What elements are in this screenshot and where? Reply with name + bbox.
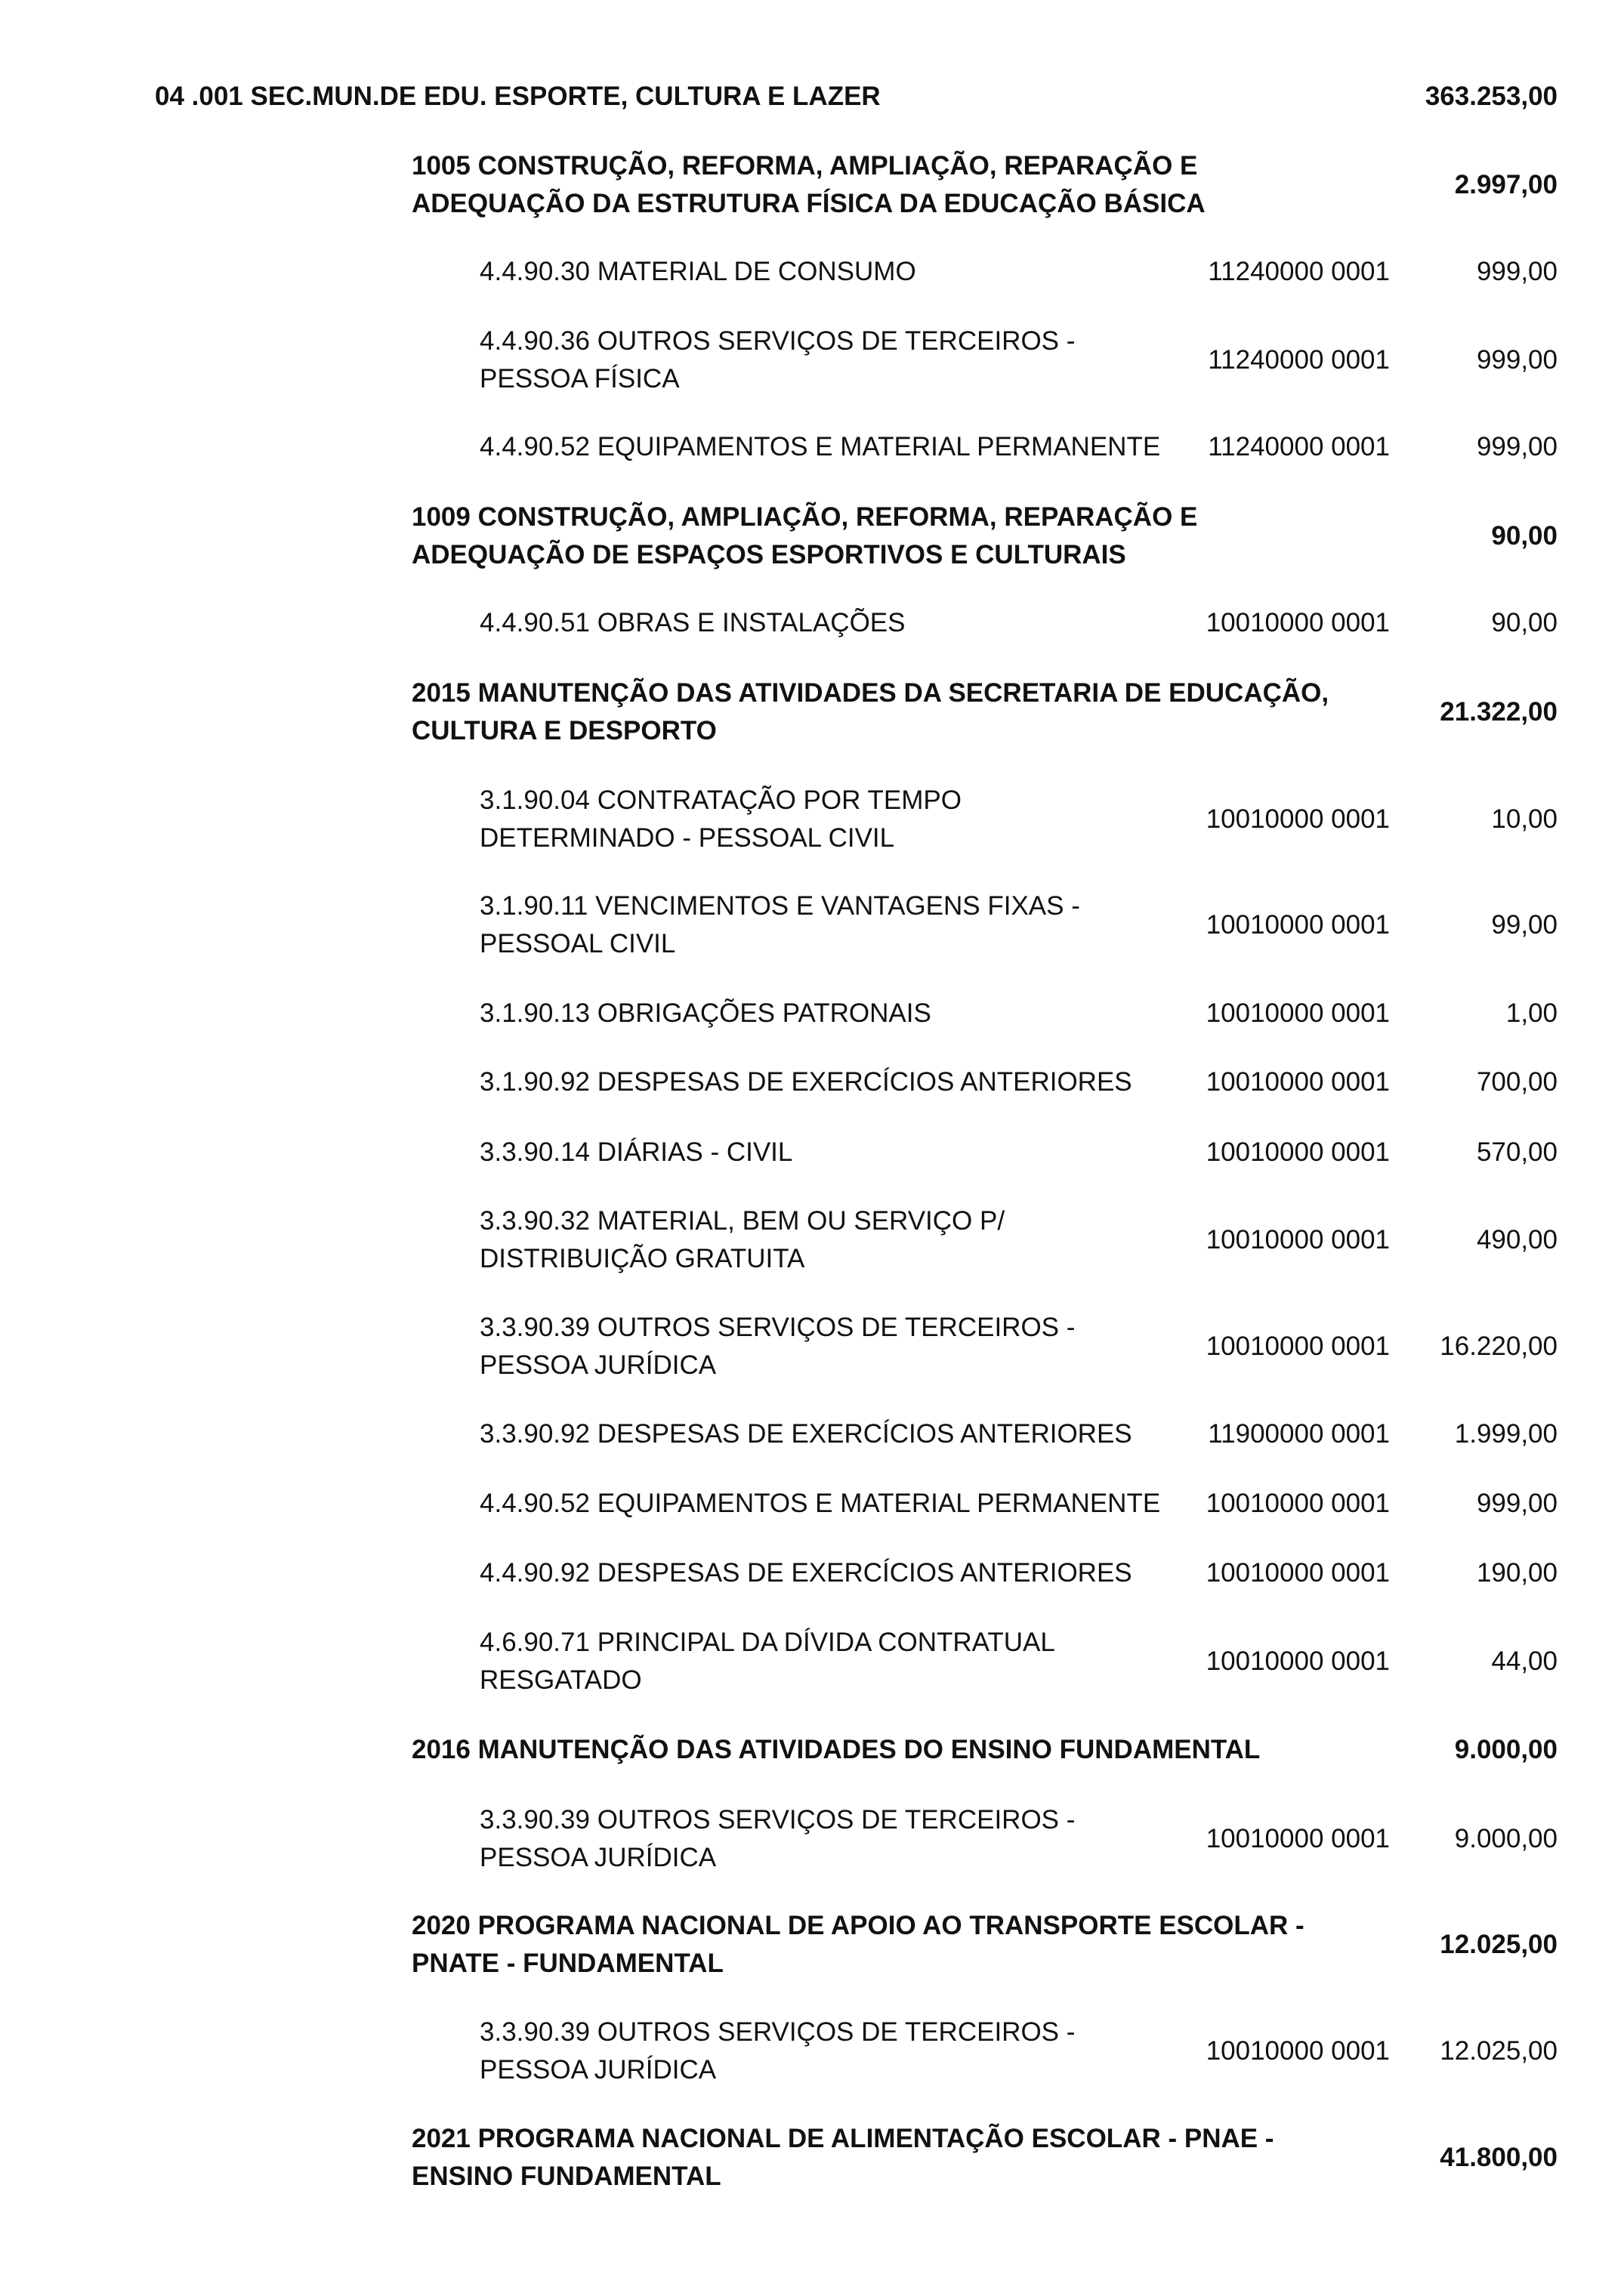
item-source: 10010000 0001 xyxy=(1206,2036,1390,2066)
orgao-value: 363.253,00 xyxy=(1425,82,1558,111)
item-value: 999,00 xyxy=(1476,1489,1558,1518)
item-description: 4.4.90.52 EQUIPAMENTOS E MATERIAL PERMANENTE xyxy=(480,432,1161,461)
item-description: 3.3.90.32 MATERIAL, BEM OU SERVIÇO P/ DISTRIBUIÇÃO GRATUITA xyxy=(480,1206,1005,1273)
item-source: 11240000 0001 xyxy=(1208,257,1390,286)
acao-value: 41.800,00 xyxy=(1440,2143,1558,2172)
item-value: 700,00 xyxy=(1476,1067,1558,1097)
item-value: 490,00 xyxy=(1476,1225,1558,1254)
item-source: 10010000 0001 xyxy=(1206,1137,1390,1167)
acao-value: 90,00 xyxy=(1491,521,1558,551)
acao-description: 1005 CONSTRUÇÃO, REFORMA, AMPLIAÇÃO, REPARAÇÃO E ADEQUAÇÃO DA ESTRUTURA FÍSICA DA EDUCAÇÃO BÁSICA xyxy=(412,151,1206,218)
item-value: 190,00 xyxy=(1476,1558,1558,1588)
acao-description: 2020 PROGRAMA NACIONAL DE APOIO AO TRANSPORTE ESCOLAR - PNATE - FUNDAMENTAL xyxy=(412,1911,1304,1978)
item-source: 10010000 0001 xyxy=(1206,608,1390,637)
acao-description: 1009 CONSTRUÇÃO, AMPLIAÇÃO, REFORMA, REPARAÇÃO E ADEQUAÇÃO DE ESPAÇOS ESPORTIVOS E CULTURAIS xyxy=(412,502,1198,569)
item-description: 3.3.90.39 OUTROS SERVIÇOS DE TERCEIROS - PESSOA JURÍDICA xyxy=(480,1313,1076,1380)
acao-value: 9.000,00 xyxy=(1454,1735,1558,1764)
item-description: 3.1.90.11 VENCIMENTOS E VANTAGENS FIXAS - PESSOAL CIVIL xyxy=(480,891,1080,958)
item-description: 4.6.90.71 PRINCIPAL DA DÍVIDA CONTRATUAL RESGATADO xyxy=(480,1628,1055,1695)
item-source: 11240000 0001 xyxy=(1208,432,1390,461)
acao-description: 2015 MANUTENÇÃO DAS ATIVIDADES DA SECRETARIA DE EDUCAÇÃO, CULTURA E DESPORTO xyxy=(412,678,1329,745)
item-value: 44,00 xyxy=(1491,1646,1558,1676)
item-source: 11900000 0001 xyxy=(1208,1419,1390,1449)
item-source: 10010000 0001 xyxy=(1206,1824,1390,1853)
item-source: 10010000 0001 xyxy=(1206,804,1390,834)
item-description: 3.1.90.04 CONTRATAÇÃO POR TEMPO DETERMINADO - PESSOAL CIVIL xyxy=(480,785,962,853)
item-value: 1.999,00 xyxy=(1454,1419,1558,1449)
item-value: 12.025,00 xyxy=(1440,2036,1558,2066)
item-value: 10,00 xyxy=(1491,804,1558,834)
item-value: 99,00 xyxy=(1491,910,1558,940)
item-description: 3.3.90.39 OUTROS SERVIÇOS DE TERCEIROS - PESSOA JURÍDICA xyxy=(480,2017,1076,2085)
acao-description: 2016 MANUTENÇÃO DAS ATIVIDADES DO ENSINO FUNDAMENTAL xyxy=(412,1735,1261,1764)
item-value: 9.000,00 xyxy=(1454,1824,1558,1853)
item-source: 10010000 0001 xyxy=(1206,1067,1390,1097)
acao-value: 2.997,00 xyxy=(1454,170,1558,199)
item-value: 999,00 xyxy=(1476,257,1558,286)
item-value: 999,00 xyxy=(1476,345,1558,375)
item-description: 4.4.90.52 EQUIPAMENTOS E MATERIAL PERMANENTE xyxy=(480,1489,1161,1518)
item-source: 10010000 0001 xyxy=(1206,1489,1390,1518)
orgao-description: 04 .001 SEC.MUN.DE EDU. ESPORTE, CULTURA E LAZER xyxy=(155,82,881,111)
item-value: 999,00 xyxy=(1476,432,1558,461)
item-description: 3.3.90.92 DESPESAS DE EXERCÍCIOS ANTERIORES xyxy=(480,1419,1132,1449)
item-description: 3.1.90.92 DESPESAS DE EXERCÍCIOS ANTERIORES xyxy=(480,1067,1132,1097)
item-description: 4.4.90.92 DESPESAS DE EXERCÍCIOS ANTERIORES xyxy=(480,1558,1132,1588)
item-source: 10010000 0001 xyxy=(1206,1225,1390,1254)
item-value: 16.220,00 xyxy=(1440,1332,1558,1361)
item-description: 4.4.90.30 MATERIAL DE CONSUMO xyxy=(480,257,916,286)
item-description: 3.3.90.14 DIÁRIAS - CIVIL xyxy=(480,1137,793,1167)
acao-value: 12.025,00 xyxy=(1440,1930,1558,1959)
item-value: 1,00 xyxy=(1505,998,1558,1028)
item-description: 4.4.90.51 OBRAS E INSTALAÇÕES xyxy=(480,608,906,637)
acao-description: 2021 PROGRAMA NACIONAL DE ALIMENTAÇÃO ESCOLAR - PNAE - ENSINO FUNDAMENTAL xyxy=(412,2124,1274,2191)
item-source: 10010000 0001 xyxy=(1206,1646,1390,1676)
item-source: 10010000 0001 xyxy=(1206,910,1390,940)
item-source: 10010000 0001 xyxy=(1206,1558,1390,1588)
item-description: 3.3.90.39 OUTROS SERVIÇOS DE TERCEIROS - PESSOA JURÍDICA xyxy=(480,1805,1076,1872)
item-value: 570,00 xyxy=(1476,1137,1558,1167)
item-source: 10010000 0001 xyxy=(1206,1332,1390,1361)
item-source: 11240000 0001 xyxy=(1208,345,1390,375)
item-description: 4.4.90.36 OUTROS SERVIÇOS DE TERCEIROS - PESSOA FÍSICA xyxy=(480,326,1076,393)
item-description: 3.1.90.13 OBRIGAÇÕES PATRONAIS xyxy=(480,998,931,1028)
item-value: 90,00 xyxy=(1491,608,1558,637)
acao-value: 21.322,00 xyxy=(1440,697,1558,727)
item-source: 10010000 0001 xyxy=(1206,998,1390,1028)
